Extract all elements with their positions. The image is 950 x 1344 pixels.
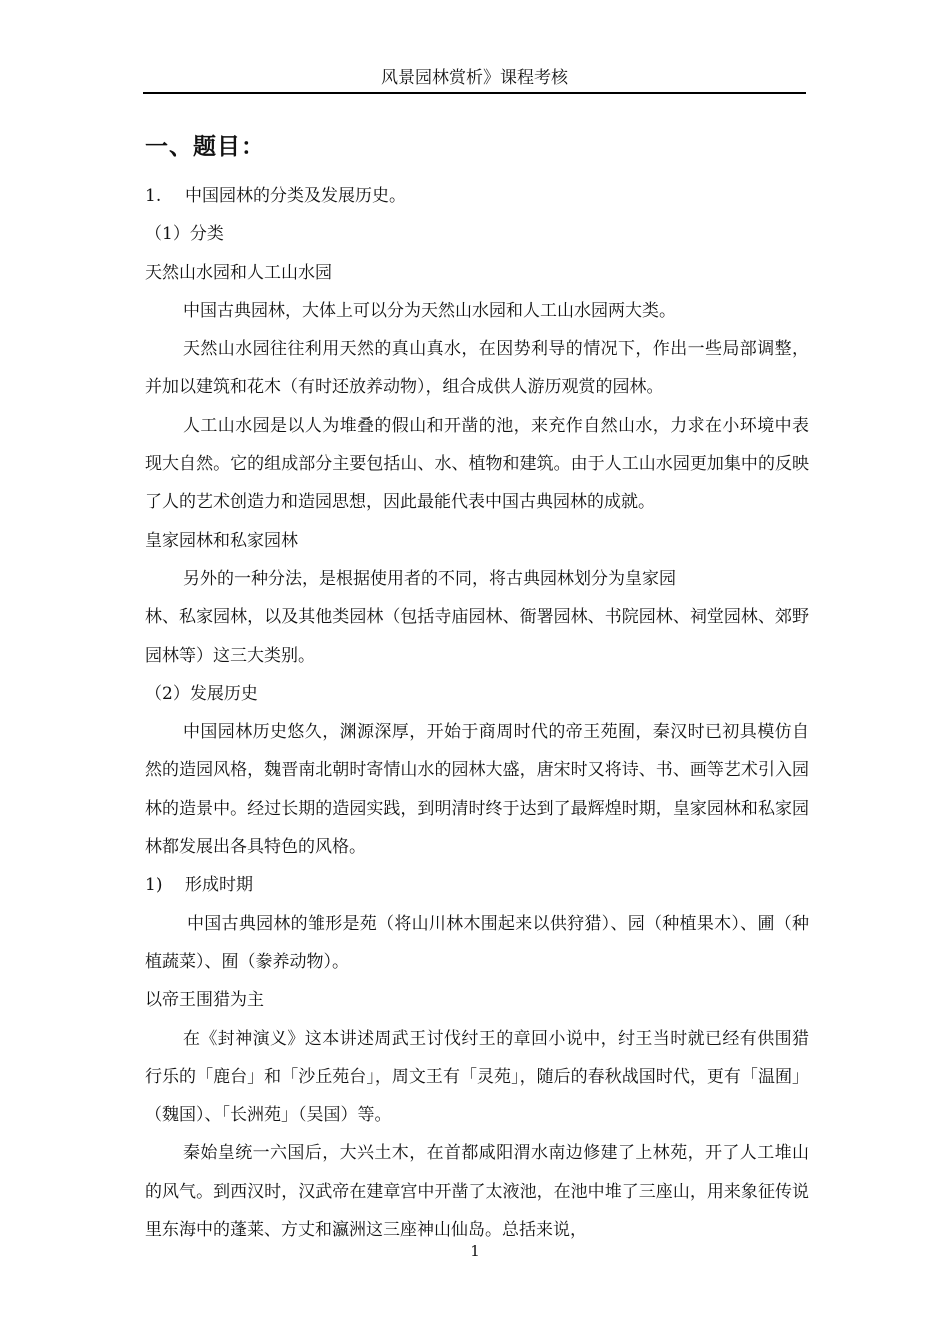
paragraph: 在《封神演义》这本讲述周武王讨伐纣王的章回小说中，纣王当时就已经有供围猎行乐的「鹿台」和「沙丘苑台」，周文王有「灵苑」，随后的春秋战国时代，更有「温囿」（魏国）、「长洲苑」（吴国）等。 xyxy=(145,1028,809,1126)
paragraph: 秦始皇统一六国后，大兴土木，在首都咸阳渭水南边修建了上林苑，开了人工堆山的风气。到西汉时，汉武帝在建章宫中开凿了太液池，在池中堆了三座山，用来象征传说里东海中的蓬莱、方丈和瀛洲这三座神山仙岛。总括来说， xyxy=(145,1143,809,1241)
subheading-hunting: 以帝王围猎为主 xyxy=(145,990,264,1011)
paragraph: 人工山水园是以人为堆叠的假山和开凿的池，来充作自然山水，力求在小环境中表现大自然。它的组成部分主要包括山、水、植物和建筑。由于人工山水园更加集中的反映了人的艺术创造力和造园思想，因此最能代表中国古典园林的成就。 xyxy=(145,415,809,513)
question-number: 1. xyxy=(145,186,162,206)
page-number: 1 xyxy=(470,1242,480,1260)
stage-heading xyxy=(145,866,809,904)
stage-number: 1) xyxy=(145,875,163,896)
paragraph: 天然山水园往往利用天然的真山真水，在因势利导的情况下，作出一些局部调整，并加以建筑和花木（有时还放养动物），组合成供人游历观赏的园林。 xyxy=(145,339,809,398)
stage-title: 形成时期 xyxy=(185,875,253,896)
subheading-landscape-garden: 天然山水园和人工山水园 xyxy=(145,262,332,283)
history-heading: （2）发展历史 xyxy=(145,683,258,704)
paragraph: 中国古典园林的雏形是苑（将山川林木围起来以供狩猎）、园（种植果木）、圃（种植蔬菜）、囿（豢养动物）。 xyxy=(145,913,809,972)
paragraph: 中国园林历史悠久，渊源深厚，开始于商周时代的帝王苑囿，秦汉时已初具模仿自然的造园风格，魏晋南北朝时寄情山水的园林大盛，唐宋时又将诗、书、画等艺术引入园林的造景中。经过长期的造园实践，到明清时终于达到了最辉煌时期，皇家园林和私家园林都发展出各具特色的风格。 xyxy=(145,722,809,858)
subheading-royal-private-garden: 皇家园林和私家园林 xyxy=(145,530,298,551)
paragraph-line: 另外的一种分法，是根据使用者的不同，将古典园林划分为皇家园 xyxy=(183,568,676,589)
header-title: 风景园林赏析》课程考核 xyxy=(381,68,568,88)
classification-heading: （1）分类 xyxy=(145,224,224,245)
question-text: 中国园林的分类及发展历史。 xyxy=(185,186,406,206)
paragraph-continued: 林、私家园林，以及其他类园林（包括寺庙园林、衙署园林、书院园林、祠堂园林、郊野园林等）这三大类别。 xyxy=(145,607,809,666)
paragraph: 中国古典园林，大体上可以分为天然山水园和人工山水园两大类。 xyxy=(183,300,676,321)
question-line xyxy=(145,177,809,215)
section-title: 一、题目： xyxy=(145,134,265,160)
document-body xyxy=(145,177,809,1249)
page-header xyxy=(143,64,806,94)
